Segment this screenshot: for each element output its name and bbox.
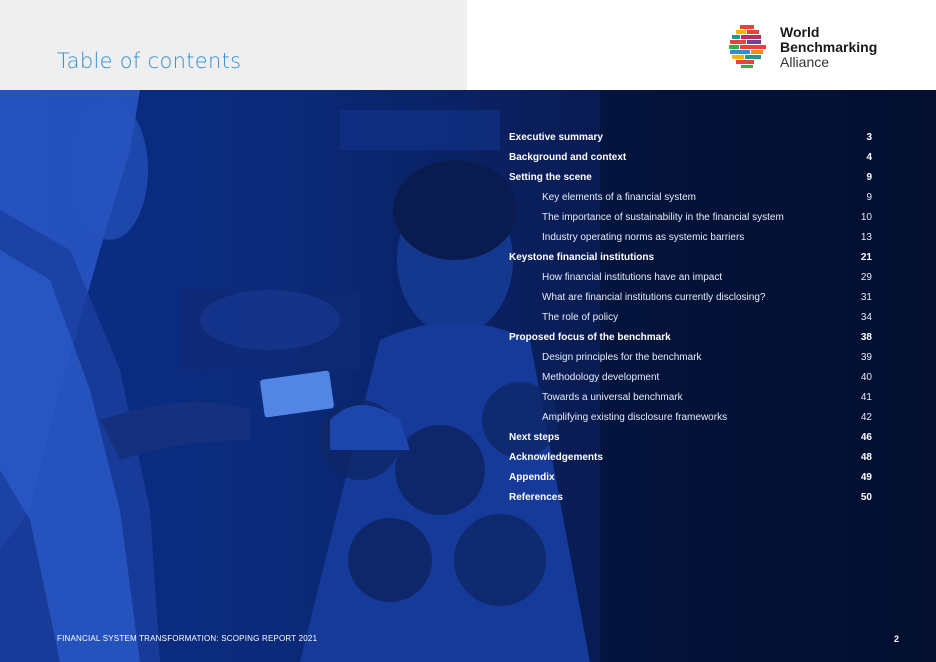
- toc-entry-page: 3: [866, 132, 872, 143]
- toc-entry-label: References: [509, 492, 563, 503]
- toc-entry-label: Proposed focus of the benchmark: [509, 332, 671, 343]
- toc-entry-label: Key elements of a financial system: [542, 192, 696, 203]
- logo-line-alliance: Alliance: [780, 53, 830, 70]
- toc-entry-page: 10: [860, 212, 872, 223]
- header-left-panel: [0, 0, 467, 90]
- toc-entry-label: Next steps: [509, 432, 560, 443]
- toc-subentry[interactable]: [509, 392, 877, 412]
- logo-line-world: World: [780, 23, 820, 40]
- toc-subentry[interactable]: [509, 352, 877, 372]
- toc-entry-page: 31: [860, 292, 872, 303]
- toc-subentry[interactable]: [509, 272, 877, 292]
- toc-subentry[interactable]: [509, 292, 877, 312]
- toc-entry[interactable]: [509, 332, 877, 352]
- toc-subentry[interactable]: [509, 192, 877, 212]
- toc-entry-page: 40: [860, 372, 872, 383]
- wba-logo: [728, 24, 877, 70]
- toc-list: [509, 132, 877, 512]
- toc-entry[interactable]: [509, 492, 877, 512]
- toc-entry-page: 21: [860, 252, 872, 263]
- toc-entry-page: 9: [866, 192, 872, 203]
- wba-logo-mark-icon: [728, 24, 774, 70]
- toc-entry-label: Design principles for the benchmark: [542, 352, 702, 363]
- page-title: Table of contents: [57, 49, 242, 73]
- toc-entry-page: 42: [860, 412, 872, 423]
- toc-subentry[interactable]: [509, 312, 877, 332]
- toc-entry-page: 49: [860, 472, 872, 483]
- footer-page-number: 2: [894, 634, 900, 644]
- toc-entry[interactable]: [509, 172, 877, 192]
- toc-entry-page: 38: [860, 332, 872, 343]
- toc-subentry[interactable]: [509, 372, 877, 392]
- toc-entry-label: Towards a universal benchmark: [542, 392, 683, 403]
- toc-entry-page: 29: [860, 272, 872, 283]
- toc-entry-page: 46: [860, 432, 872, 443]
- footer-report-title: FINANCIAL SYSTEM TRANSFORMATION: SCOPING REPORT 2021: [57, 634, 318, 643]
- toc-subentry[interactable]: [509, 412, 877, 432]
- toc-entry-label: Methodology development: [542, 372, 660, 383]
- toc-entry-page: 41: [860, 392, 872, 403]
- toc-entry-label: Amplifying existing disclosure frameworks: [542, 412, 728, 423]
- wba-logo-wordmark: [780, 25, 877, 70]
- toc-entry[interactable]: [509, 432, 877, 452]
- toc-entry-label: Executive summary: [509, 132, 603, 143]
- logo-line-benchmarking: Benchmarking: [780, 38, 878, 55]
- toc-subentry[interactable]: [509, 232, 877, 252]
- toc-subentry[interactable]: [509, 212, 877, 232]
- toc-entry-page: 34: [860, 312, 872, 323]
- toc-entry[interactable]: [509, 132, 877, 152]
- toc-entry-label: The role of policy: [542, 312, 619, 323]
- toc-entry-page: 9: [866, 172, 872, 183]
- toc-entry-label: Setting the scene: [509, 172, 592, 183]
- toc-entry-page: 39: [860, 352, 872, 363]
- toc-entry-page: 50: [860, 492, 872, 503]
- toc-entry[interactable]: [509, 472, 877, 492]
- toc-entry-label: How financial institutions have an impact: [542, 272, 723, 283]
- toc-entry-page: 4: [866, 152, 872, 163]
- toc-entry-label: What are financial institutions currently disclosing?: [542, 292, 766, 303]
- toc-entry[interactable]: [509, 252, 877, 272]
- toc-entry-label: Keystone financial institutions: [509, 252, 655, 263]
- toc-entry-page: 48: [860, 452, 872, 463]
- toc-entry[interactable]: [509, 152, 877, 172]
- toc-entry-label: The importance of sustainability in the financial system: [542, 212, 784, 223]
- toc-entry-label: Background and context: [509, 152, 627, 163]
- toc-entry-label: Industry operating norms as systemic barriers: [542, 232, 745, 243]
- toc-entry[interactable]: [509, 452, 877, 472]
- toc-entry-label: Appendix: [509, 472, 555, 483]
- toc-entry-page: 13: [860, 232, 872, 243]
- cover-photo: [0, 90, 936, 662]
- toc-entry-label: Acknowledgements: [509, 452, 603, 463]
